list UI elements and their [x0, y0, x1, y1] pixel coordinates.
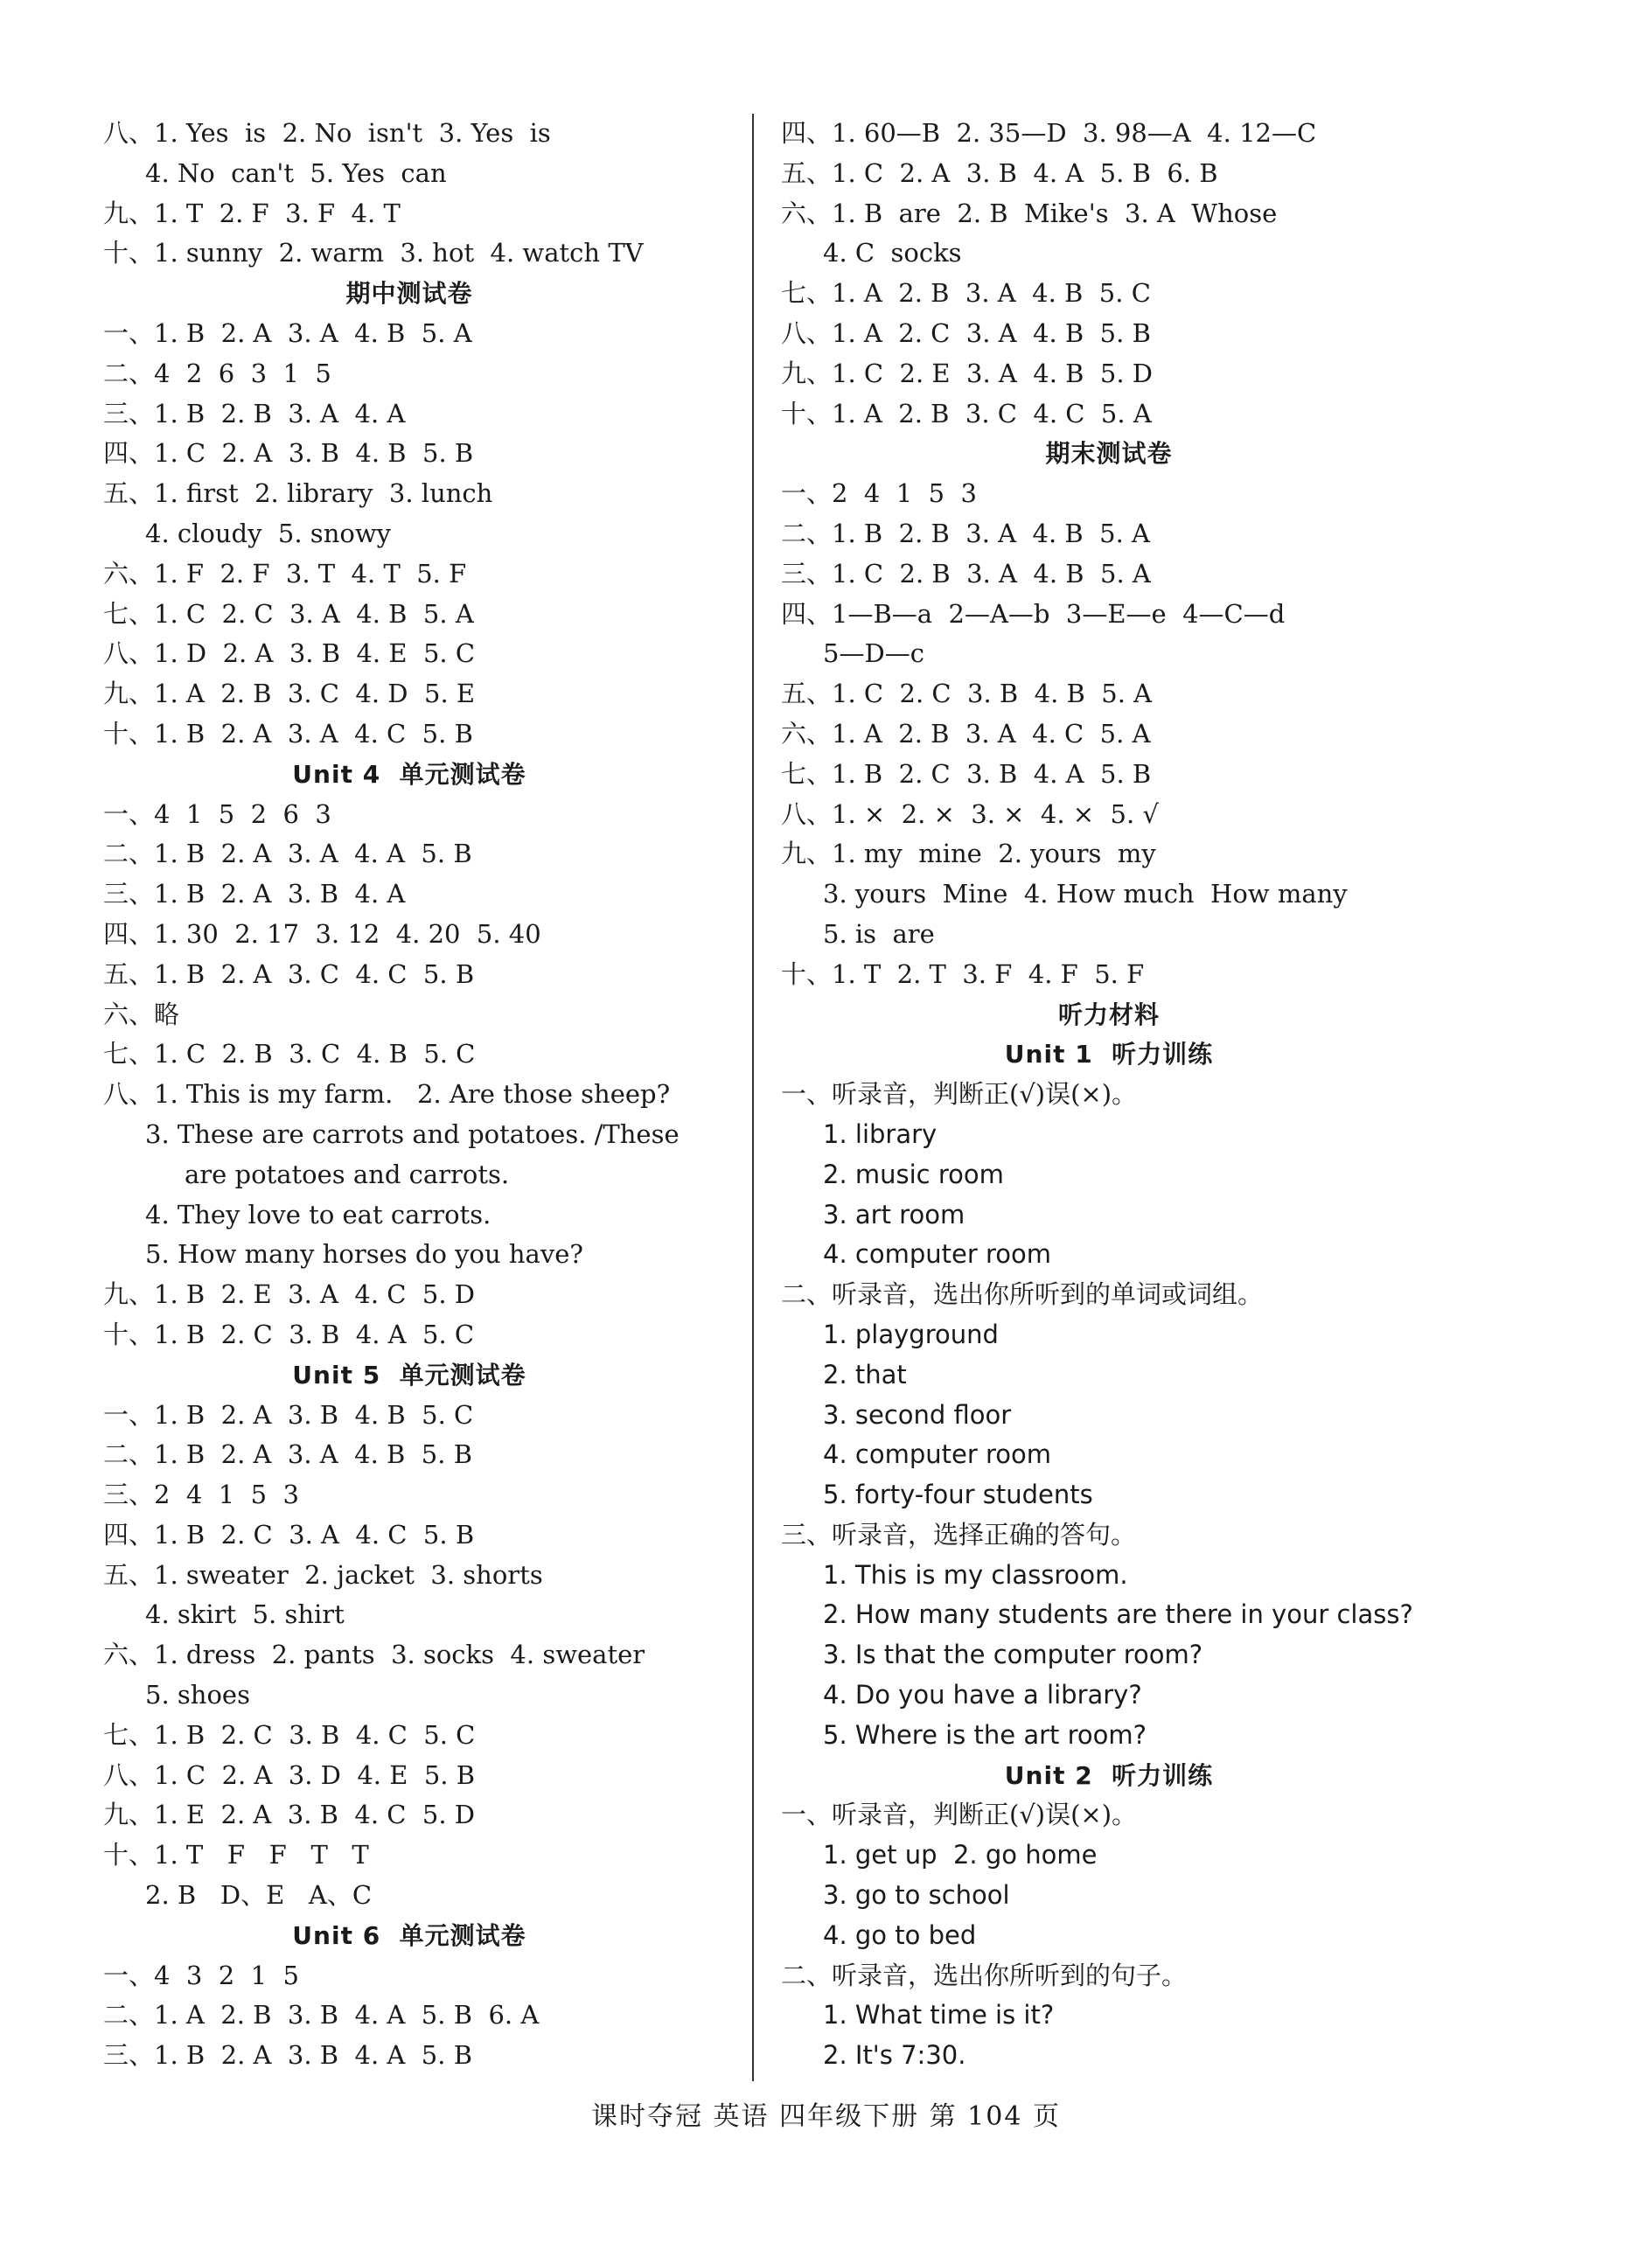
answer-line: 1. What time is it?	[823, 2000, 1055, 2031]
answer-line: 一、1. B 2. A 3. B 4. B 5. C	[103, 1399, 474, 1430]
answer-line: 九、1. my mine 2. yours my	[781, 839, 1156, 869]
answer-line: 2. It's 7:30.	[823, 2040, 966, 2071]
section-heading: 听力材料	[1057, 1000, 1160, 1029]
answer-line: 十、1. T 2. T 3. F 4. F 5. F	[781, 958, 1145, 989]
answer-line: 4. Do you have a library?	[823, 1680, 1142, 1710]
answer-line: 1. This is my classroom.	[823, 1559, 1128, 1590]
answer-line: 一、1. B 2. A 3. A 4. B 5. A	[103, 317, 472, 348]
answer-line: 二、听录音，选出你所听到的句子。	[781, 1960, 1188, 1990]
answer-line: 六、略	[103, 999, 180, 1029]
column-divider	[752, 114, 754, 2081]
answer-line: 五、1. first 2. library 3. lunch	[103, 478, 493, 509]
answer-line: 3. go to school	[823, 1880, 1010, 1911]
answer-line: 一、听录音，判断正(√)误(×)。	[781, 1800, 1138, 1830]
answer-line: 六、1. F 2. F 3. T 4. T 5. F	[103, 558, 467, 589]
answer-line: 4. cloudy 5. snowy	[145, 518, 392, 548]
answer-line: 十、1. B 2. C 3. B 4. A 5. C	[103, 1319, 475, 1349]
answer-line: 5. is are	[823, 918, 935, 949]
answer-line: 5. shoes	[145, 1680, 250, 1710]
answer-line: 1. get up 2. go home	[823, 1840, 1098, 1870]
answer-line: 九、1. B 2. E 3. A 4. C 5. D	[103, 1279, 476, 1310]
answer-line: 九、1. E 2. A 3. B 4. C 5. D	[103, 1800, 476, 1830]
section-heading: Unit 2 听力训练	[1004, 1760, 1214, 1790]
section-heading: Unit 1 听力训练	[1004, 1040, 1214, 1069]
left-column	[103, 114, 715, 2076]
answer-line: 三、1. B 2. A 3. B 4. A	[103, 879, 406, 909]
answer-line: 三、2 4 1 5 3	[103, 1480, 299, 1510]
answer-line: 二、1. B 2. B 3. A 4. B 5. A	[781, 518, 1151, 548]
answer-line: 一、4 3 2 1 5	[103, 1960, 299, 1990]
answer-line: 五、1. B 2. A 3. C 4. C 5. B	[103, 958, 475, 989]
answer-line: 4. skirt 5. shirt	[145, 1599, 345, 1630]
answer-line: 七、1. A 2. B 3. A 4. B 5. C	[781, 278, 1151, 309]
answer-line: 二、1. B 2. A 3. A 4. B 5. B	[103, 1439, 473, 1470]
answer-line: 3. second floor	[823, 1399, 1012, 1430]
section-heading: Unit 4 单元测试卷	[292, 759, 526, 789]
answer-line: 二、1. A 2. B 3. B 4. A 5. B 6. A	[103, 2000, 540, 2031]
answer-line: 六、1. A 2. B 3. A 4. C 5. A	[781, 718, 1151, 749]
answer-line: 2. music room	[823, 1159, 1004, 1189]
answer-line: 六、1. B are 2. B Mike's 3. A Whose	[781, 198, 1278, 228]
answer-line: 3. Is that the computer room?	[823, 1640, 1203, 1670]
section-heading: Unit 5 单元测试卷	[292, 1360, 526, 1390]
answer-line: 四、1. B 2. C 3. A 4. C 5. B	[103, 1519, 475, 1550]
answer-line: 一、2 4 1 5 3	[781, 478, 977, 509]
answer-line: 八、1. Yes is 2. No isn't 3. Yes is	[103, 118, 551, 148]
answer-line: 四、1. C 2. A 3. B 4. B 5. B	[103, 438, 474, 469]
answer-line: 四、1—B—a 2—A—b 3—E—e 4—C—d	[781, 598, 1286, 629]
answer-line: 五、1. C 2. C 3. B 4. B 5. A	[781, 679, 1153, 709]
answer-line: 八、1. A 2. C 3. A 4. B 5. B	[781, 317, 1151, 348]
answer-line: 2. that	[823, 1359, 907, 1390]
answer-line: 七、1. C 2. C 3. A 4. B 5. A	[103, 598, 474, 629]
answer-line: 四、1. 30 2. 17 3. 12 4. 20 5. 40	[103, 918, 541, 949]
answer-line: 5. How many horses do you have?	[145, 1239, 583, 1270]
answer-line: 七、1. B 2. C 3. B 4. C 5. C	[103, 1719, 476, 1750]
answer-line: 3. yours Mine 4. How much How many	[823, 879, 1348, 909]
answer-line: 二、4 2 6 3 1 5	[103, 358, 331, 388]
answer-line: 一、4 1 5 2 6 3	[103, 798, 331, 829]
answer-line: 3. These are carrots and potatoes. /These	[145, 1118, 680, 1149]
answer-line: 二、听录音，选出你所听到的单词或词组。	[781, 1279, 1264, 1310]
answer-line: 四、1. 60—B 2. 35—D 3. 98—A 4. 12—C	[781, 118, 1317, 148]
answer-line: 五、1. sweater 2. jacket 3. shorts	[103, 1559, 543, 1590]
answer-line: 七、1. C 2. B 3. C 4. B 5. C	[103, 1039, 476, 1069]
right-column	[781, 114, 1437, 2076]
answer-line: 一、听录音，判断正(√)误(×)。	[781, 1079, 1138, 1110]
answer-line: 4. C socks	[823, 238, 962, 268]
answer-line: 八、1. C 2. A 3. D 4. E 5. B	[103, 1759, 476, 1790]
answer-line: 九、1. C 2. E 3. A 4. B 5. D	[781, 358, 1154, 388]
answer-line: 十、1. A 2. B 3. C 4. C 5. A	[781, 398, 1152, 428]
answer-line: 五、1. C 2. A 3. B 4. A 5. B 6. B	[781, 157, 1218, 188]
answer-line: 5—D—c	[823, 638, 924, 669]
answer-line: 4. computer room	[823, 1239, 1051, 1270]
answer-line: 2. How many students are there in your class?	[823, 1599, 1413, 1630]
answer-line: 八、1. This is my farm. 2. Are those sheep?	[103, 1079, 671, 1110]
section-heading: Unit 6 单元测试卷	[292, 1920, 526, 1950]
answer-line: 七、1. B 2. C 3. B 4. A 5. B	[781, 758, 1152, 789]
answer-line: 4. computer room	[823, 1439, 1051, 1470]
answer-line: 4. go to bed	[823, 1919, 977, 1950]
answer-line: 4. They love to eat carrots.	[145, 1199, 491, 1229]
answer-line: 十、1. B 2. A 3. A 4. C 5. B	[103, 718, 473, 749]
answer-line: 三、1. C 2. B 3. A 4. B 5. A	[781, 558, 1151, 589]
section-heading: 期中测试卷	[345, 279, 473, 309]
answer-line: 1. library	[823, 1118, 938, 1149]
answer-line: 三、1. B 2. A 3. B 4. A 5. B	[103, 2040, 473, 2071]
answer-line: 4. No can't 5. Yes can	[145, 157, 447, 188]
answer-line: 九、1. T 2. F 3. F 4. T	[103, 198, 401, 228]
answer-line: 1. playground	[823, 1319, 999, 1349]
answer-line: 六、1. dress 2. pants 3. socks 4. sweater	[103, 1640, 645, 1670]
answer-line: 二、1. B 2. A 3. A 4. A 5. B	[103, 839, 472, 869]
answer-line: 2. B D、E A、C	[145, 1880, 373, 1911]
answer-line: 十、1. T F F T T	[103, 1840, 369, 1870]
answer-line: 八、1. × 2. × 3. × 4. × 5. √	[781, 798, 1159, 829]
answer-line: 5. forty-four students	[823, 1480, 1093, 1510]
answer-line: are potatoes and carrots.	[185, 1159, 510, 1189]
section-heading: 期末测试卷	[1045, 439, 1173, 469]
answer-line: 三、1. B 2. B 3. A 4. A	[103, 398, 406, 428]
answer-line: 八、1. D 2. A 3. B 4. E 5. C	[103, 638, 476, 669]
answer-line: 十、1. sunny 2. warm 3. hot 4. watch TV	[103, 238, 644, 268]
page-footer: 课时夺冠 英语 四年级下册 第 104 页	[591, 2101, 1061, 2132]
answer-line: 三、听录音，选择正确的答句。	[781, 1519, 1137, 1550]
answer-line: 九、1. A 2. B 3. C 4. D 5. E	[103, 679, 476, 709]
answer-line: 3. art room	[823, 1199, 965, 1229]
answer-line: 5. Where is the art room?	[823, 1719, 1147, 1750]
